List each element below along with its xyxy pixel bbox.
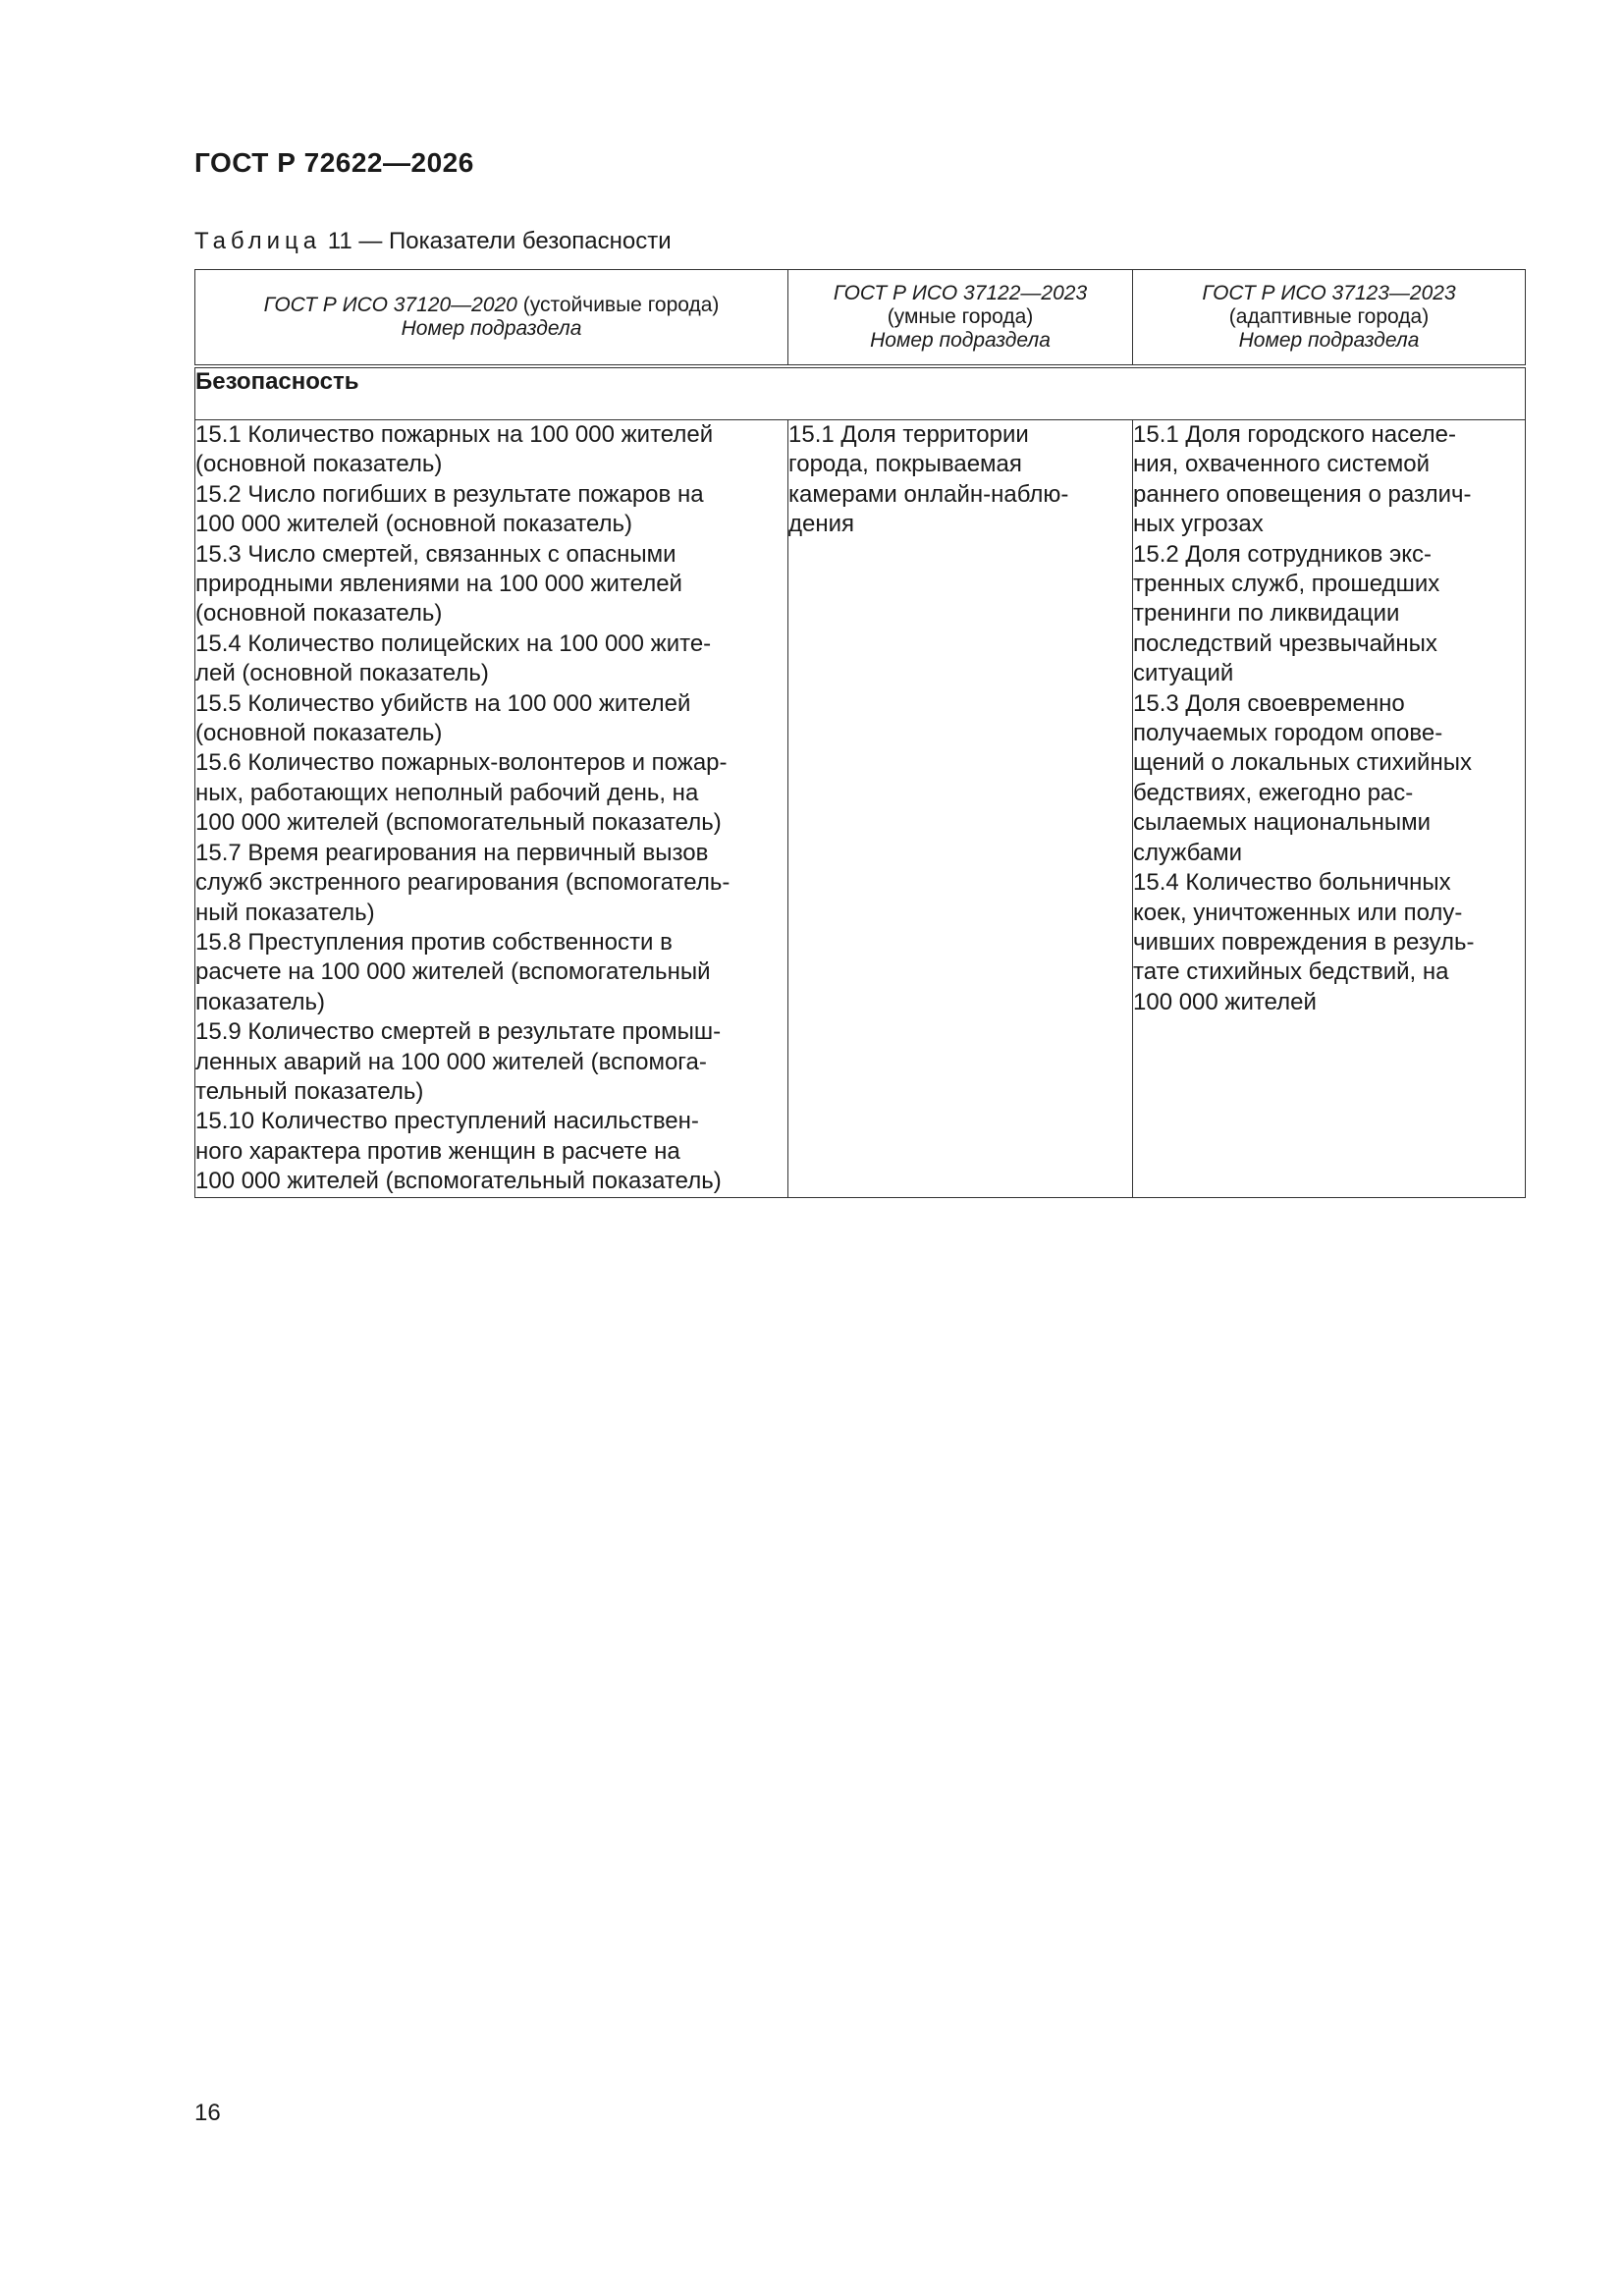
indicators-table [194,269,1526,1198]
indicator-item: 15.6 Количество пожарных-волонтеров и пожар- ных, работающих неполный рабочий день, на 100 000 жителей (вспомогательный показатель) [195,749,728,837]
table-caption [194,228,672,255]
header-description: (умные города) [887,305,1034,328]
indicator-item: 15.8 Преступления против собственности в расчете на 100 000 жителей (вспомогательный показатель) [195,928,711,1015]
indicator-item: 15.2 Доля сотрудников экс- тренных служб, прошедших тренинги по ликвидации последствий чрезвычайных ситуаций [1133,540,1440,687]
header-description: (устойчивые города) [522,294,720,316]
caption-number: 11 [327,228,352,254]
indicator-item: 15.5 Количество убийств на 100 000 жителей (основной показатель) [195,689,691,747]
indicator-item: 15.1 Доля территории города, покрываемая камерами онлайн-наблю- дения [788,421,1069,538]
section-title: Безопасность [195,366,1526,420]
header-cell-37120 [195,270,788,367]
column-37122-cell [788,420,1133,1198]
indicator-item: 15.1 Доля городского населе- ния, охваченного системой раннего оповещения о различ- ных угрозах [1133,421,1472,538]
caption-title: Показатели безопасности [389,228,672,254]
header-description: (адаптивные города) [1228,305,1430,328]
column-37120-cell [195,420,788,1198]
header-subtitle: Номер подраздела [401,317,582,340]
table-row [195,420,1526,1198]
header-standard: ГОСТ Р ИСО 37123—2023 [1202,282,1456,304]
table-header-row [195,270,1526,367]
document-id: ГОСТ Р 72622—2026 [194,147,474,178]
indicator-item: 15.2 Число погибших в результате пожаров на 100 000 жителей (основной показатель) [195,480,704,538]
page-number: 16 [194,2100,221,2126]
indicator-item: 15.4 Количество полицейских на 100 000 жите- лей (основной показатель) [195,629,712,687]
column-37123-cell [1133,420,1526,1198]
indicator-item: 15.7 Время реагирования на первичный вызов служб экстренного реагирования (вспомогатель- ный показатель) [195,839,730,926]
header-standard: ГОСТ Р ИСО 37122—2023 [833,282,1088,304]
header-cell-37122 [788,270,1133,367]
indicator-item: 15.3 Доля своевременно получаемых городом опове- щений о локальных стихийных бедствиях, ежегодно рас- сылаемых национальными службами [1133,689,1472,866]
section-row [195,366,1526,420]
header-subtitle: Номер подраздела [870,329,1051,352]
caption-dash: — [358,228,383,254]
caption-label: Таблица [194,228,322,254]
indicator-item: 15.4 Количество больничных коек, уничтоженных или полу- чивших повреждения в резуль- тате стихийных бедствий, на 100 000 жителей [1133,869,1475,1015]
indicator-item: 15.1 Количество пожарных на 100 000 жителей (основной показатель) [195,421,714,478]
header-subtitle: Номер подраздела [1238,329,1420,352]
header-cell-37123 [1133,270,1526,367]
indicator-item: 15.3 Число смертей, связанных с опасными природными явлениями на 100 000 жителей (основной показатель) [195,540,682,628]
indicator-item: 15.10 Количество преступлений насильствен- ного характера против женщин в расчете на 100 000 жителей (вспомогательный показатель) [195,1108,722,1195]
indicator-item: 15.9 Количество смертей в результате промыш- ленных аварий на 100 000 жителей (вспомога- тельный показатель) [195,1018,722,1105]
header-standard: ГОСТ Р ИСО 37120—2020 [263,294,517,316]
